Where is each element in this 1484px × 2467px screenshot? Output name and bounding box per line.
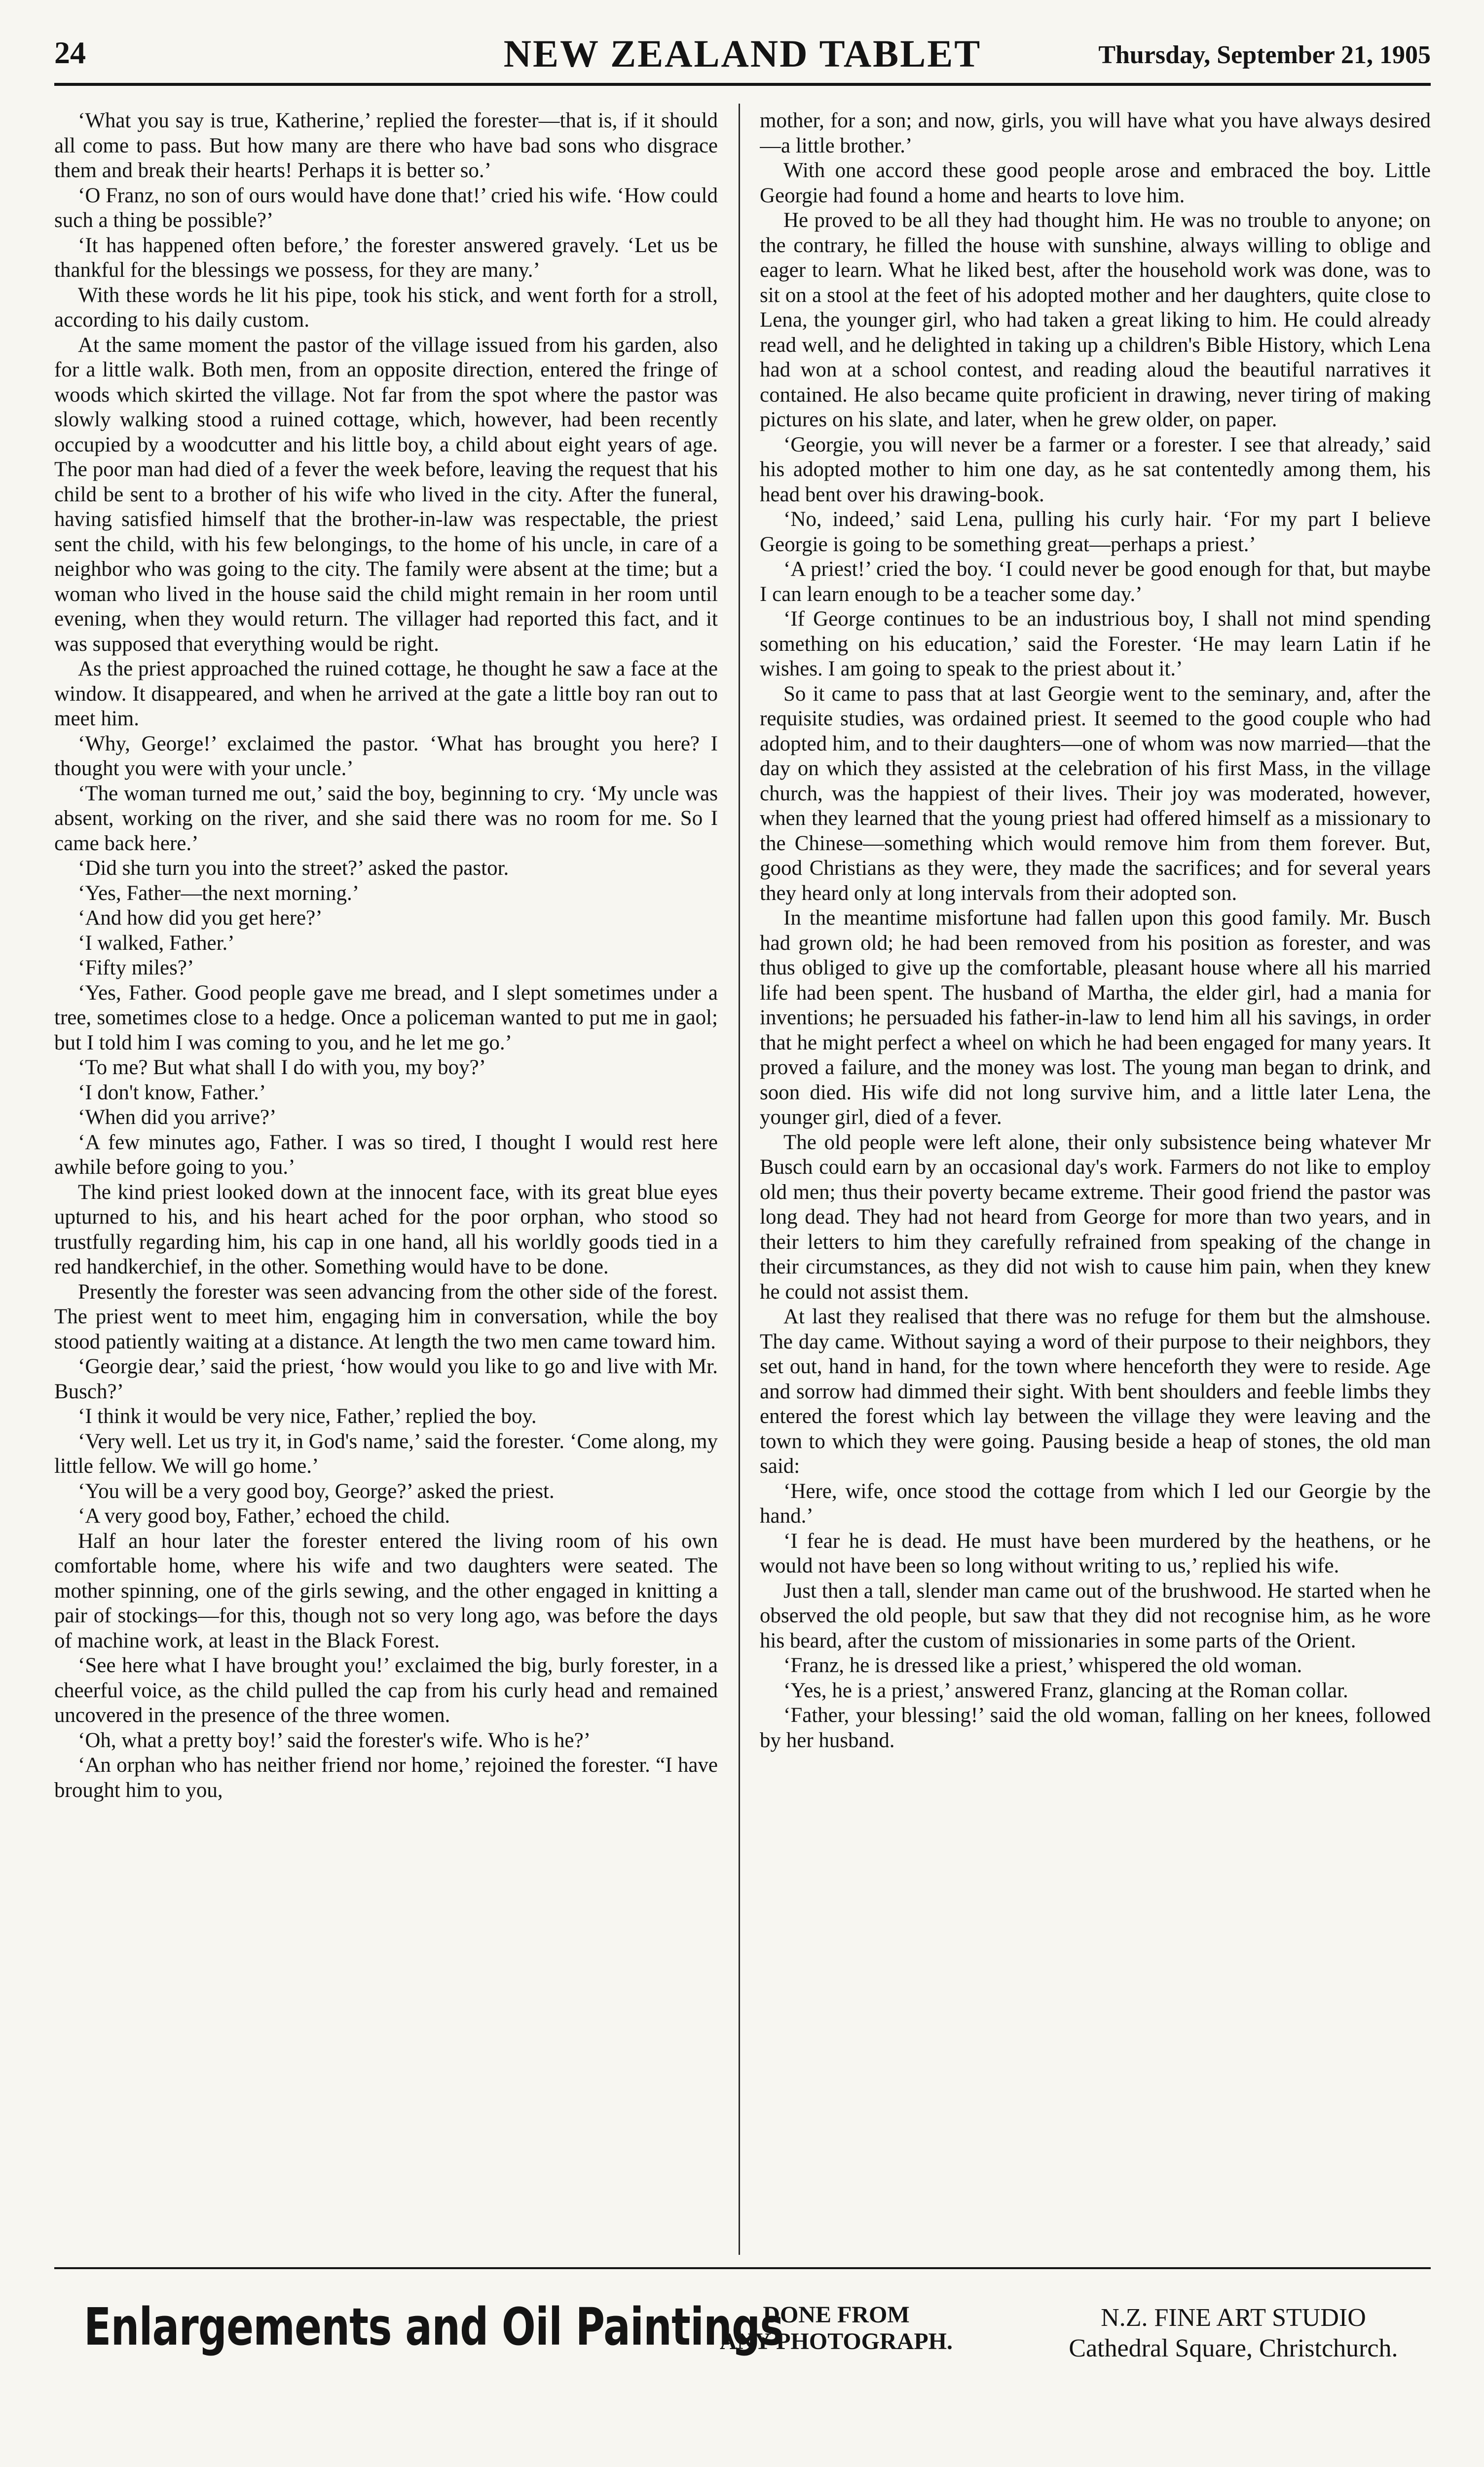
paragraph: ‘What you say is true, Katherine,’ replied the forester—that is, if it should all come to pass. But how many are there who have bad sons who disgrace them and break their hearts! Perhaps it is better so.’ [54,109,718,182]
paragraph: mother, for a son; and now, girls, you will have what you have always desired—a little brother.’ [760,109,1431,157]
paragraph: ‘A few minutes ago, Father. I was so tired, I thought I would rest here awhile before going to you.’ [54,1130,718,1179]
paragraph: ‘Franz, he is dressed like a priest,’ whispered the old woman. [783,1654,1302,1677]
paragraph: ‘O Franz, no son of ours would have done that!’ cried his wife. ‘How could such a thing be possible?’ [54,184,718,232]
right-column [760,109,1431,2250]
done-from-line-2: ANY PHOTOGRAPH. [719,2328,953,2355]
paragraph: ‘Georgie dear,’ said the priest, ‘how would you like to go and live with Mr. Busch?’ [54,1355,718,1403]
paragraph: ‘To me? But what shall I do with you, my boy?’ [78,1056,486,1079]
paragraph: ‘The woman turned me out,’ said the boy, beginning to cry. ‘My uncle was absent, working on the river, and she said there was no room for me. So I came back here.’ [54,782,718,855]
paragraph: As the priest approached the ruined cottage, he thought he saw a face at the window. It disappeared, and when he arrived at the gate a little boy ran out to meet him. [54,657,718,730]
studio-name: N.Z. FINE ART STUDIO [1101,2304,1366,2332]
advertisement-headline: Enlargements and Oil Paintings [84,2297,783,2357]
paragraph: ‘And how did you get here?’ [78,906,323,930]
paragraph: ‘Here, wife, once stood the cottage from which I led our Georgie by the hand.’ [760,1479,1431,1528]
paragraph: With these words he lit his pipe, took his stick, and went forth for a stroll, according to his daily custom. [54,283,718,332]
paragraph: ‘Yes, Father. Good people gave me bread, and I slept sometimes under a tree, sometimes close to a hedge. Once a policeman wanted to put me in gaol; but I told him I was coming to you, and he let me go.’ [54,981,718,1054]
page-number: 24 [54,35,86,70]
paragraph: Presently the forester was seen advancing from the other side of the forest. The priest went to meet him, engaging him in conversation, while the boy stood patiently waiting at a distance. At length the two men came toward him. [54,1280,718,1353]
paragraph: ‘You will be a very good boy, George?’ asked the priest. [78,1479,555,1503]
paragraph: ‘I fear he is dead. He must have been murdered by the heathens, or he would not have been so long without writing to us,’ replied his wife. [760,1529,1431,1577]
paragraph: ‘An orphan who has neither friend nor home,’ rejoined the forester. “I have brought him to you, [54,1754,718,1802]
page-header [54,30,1431,84]
studio-address: Cathedral Square, Christchurch. [1069,2334,1398,2362]
paragraph: ‘No, indeed,’ said Lena, pulling his curly hair. ‘For my part I believe Georgie is going to be something great—perhaps a priest.’ [760,508,1431,556]
paragraph: ‘Did she turn you into the street?’ asked the pastor. [78,857,509,880]
paragraph: ‘Georgie, you will never be a farmer or a forester. I see that already,’ said his adopted mother to him one day, as he sat contentedly among them, his head bent over his drawing-book. [760,433,1431,506]
advertisement-done-from [698,2302,974,2355]
done-from-line-1: DONE FROM [763,2302,910,2328]
paragraph: So it came to pass that at last Georgie went to the seminary, and, after the requisite studies, was ordained priest. It seemed to the good couple who had adopted him, and to their daughters—one of whom was now married—that the day on which they assisted at the celebration of his first Mass, in the village church, was the happiest of their lives. Their joy was moderated, however, when they learned that the young priest had offered himself as a missionary to the Chinese—something which would remove him from them forever. But, good Christians as they were, they made the sacrifices; and for several years they heard only at long intervals from their adopted son. [760,682,1431,905]
paragraph: ‘A very good boy, Father,’ echoed the child. [78,1504,450,1528]
advertisement [54,2287,1431,2415]
paragraph: ‘I walked, Father.’ [78,931,235,955]
paragraph: ‘Fifty miles?’ [78,956,194,979]
column-divider [739,104,740,2255]
paragraph: At last they realised that there was no refuge for them but the almshouse. The day came. Without saying a word of their purpose to their neighbors, they set out, hand in hand, for the town where henceforth they were to reside. Age and sorrow had dimmed their sight. With bent shoulders and feeble limbs they entered the forest which lay between the village they were leaving and the town to which they were going. Pausing beside a heap of stones, the old man said: [760,1305,1431,1478]
paragraph: With one accord these good people arose and embraced the boy. Little Georgie had found a home and hearts to love him. [760,159,1431,207]
advertisement-rule [54,2267,1431,2269]
paragraph: ‘See here what I have brought you!’ exclaimed the big, burly forester, in a cheerful voice, as the child pulled the cap from his curly head and remained uncovered in the presence of the three women. [54,1654,718,1727]
paragraph: He proved to be all they had thought him. He was no trouble to anyone; on the contrary, he filled the house with sunshine, always willing to oblige and eager to learn. What he liked best, after the household work was done, was to sit on a stool at the feet of his adopted mother and her daughters, quite close to Lena, the younger girl, who had taken a great liking to him. He could already read well, and he delighted in taking up a children's Bible History, which Lena had won at a school contest, and reading aloud the beautiful narratives it contained. He also became quite proficient in drawing, never tiring of making pictures on his slate, and later, when he grew older, on paper. [760,209,1431,431]
paragraph: ‘If George continues to be an industrious boy, I shall not mind spending something on his education,’ said the Forester. ‘He may learn Latin if he wishes. I am going to speak to the priest about it.’ [760,607,1431,680]
paragraph: ‘It has happened often before,’ the forester answered gravely. ‘Let us be thankful for the blessings we possess, for they are many.’ [54,233,718,282]
left-column [54,109,718,2250]
paragraph: ‘Oh, what a pretty boy!’ said the forester's wife. Who is he?’ [78,1728,591,1752]
paragraph: ‘When did you arrive?’ [78,1106,277,1129]
paragraph: ‘Yes, he is a priest,’ answered Franz, glancing at the Roman collar. [783,1679,1348,1702]
issue-date: Thursday, September 21, 1905 [1098,41,1431,69]
paragraph: In the meantime misfortune had fallen upon this good family. Mr. Busch had grown old; he had been removed from his position as forester, and was thus obliged to give up the comfortable, pleasant house where all his married life had been spent. The husband of Martha, the elder girl, had a mania for inventions; he persuaded his father-in-law to lend him all his savings, in order that he might perfect a wheel on which he had been engaged for many years. It proved a failure, and the money was lost. The young man began to drink, and soon died. His wife did not long survive him, and a little later Lena, the younger girl, died of a fever. [760,906,1431,1129]
paragraph: At the same moment the pastor of the village issued from his garden, also for a little walk. Both men, from an opposite direction, entered the fringe of woods which skirted the village. Not far from the spot where the pastor was slowly walking stood a ruined cottage, which, however, had been recently occupied by a woodcutter and his little boy, a child about eight years of age. The poor man had died of a fever the week before, leaving the request that his child be sent to a brother of his wife who lived in the city. After the funeral, having satisfied himself that the brother-in-law was respectable, the priest sent the child, with his few belongings, to the home of his uncle, in care of a neighbor who was going to the city. The family were absent at the time; but a woman who lived in the house said the child might remain in her room until evening, when they would return. The villager had reported this fact, and it was supposed that everything would be right. [54,333,718,656]
paragraph: ‘I don't know, Father.’ [78,1081,266,1104]
advertisement-studio [1036,2303,1431,2364]
paragraph: ‘Very well. Let us try it, in God's name,’ said the forester. ‘Come along, my little fellow. We will go home.’ [54,1429,718,1478]
paragraph: Just then a tall, slender man came out of the brushwood. He started when he observed the old people, but saw that they did not recognise him, as he wore his beard, after the custom of missionaries in some parts of the Orient. [760,1579,1431,1652]
paragraph: Half an hour later the forester entered the living room of his own comfortable home, where his wife and two daughters were seated. The mother spinning, one of the girls sewing, and the other engaged in knitting a pair of stockings—for this, though not so very long ago, was before the days of machine work, at least in the Black Forest. [54,1529,718,1652]
paragraph: ‘Father, your blessing!’ said the old woman, falling on her knees, followed by her husband. [760,1704,1431,1752]
paragraph: The old people were left alone, their only subsistence being whatever Mr Busch could earn by an occasional day's work. Farmers do not like to employ old men; thus their poverty became extreme. Their good friend the pastor was long dead. They had not heard from George for more than two years, and in their letters to him they carefully refrained from speaking of the change in their circumstances, as they did not wish to cause him pain, when they knew he could not assist them. [760,1130,1431,1304]
paragraph: ‘Why, George!’ exclaimed the pastor. ‘What has brought you here? I thought you were with your uncle.’ [54,732,718,780]
paragraph: The kind priest looked down at the innocent face, with its great blue eyes upturned to his, and his heart ached for the poor orphan, who stood so trustfully regarding him, his cap in one hand, all his worldly goods tied in a red handkerchief, in the other. Something would have to be done. [54,1180,718,1278]
paragraph: ‘A priest!’ cried the boy. ‘I could never be good enough for that, but maybe I can learn enough to be a teacher some day.’ [760,558,1431,606]
paragraph: ‘I think it would be very nice, Father,’ replied the boy. [78,1405,537,1428]
masthead-title: NEW ZEALAND TABLET [503,32,982,75]
header-rule [54,83,1431,86]
paragraph: ‘Yes, Father—the next morning.’ [78,881,360,905]
